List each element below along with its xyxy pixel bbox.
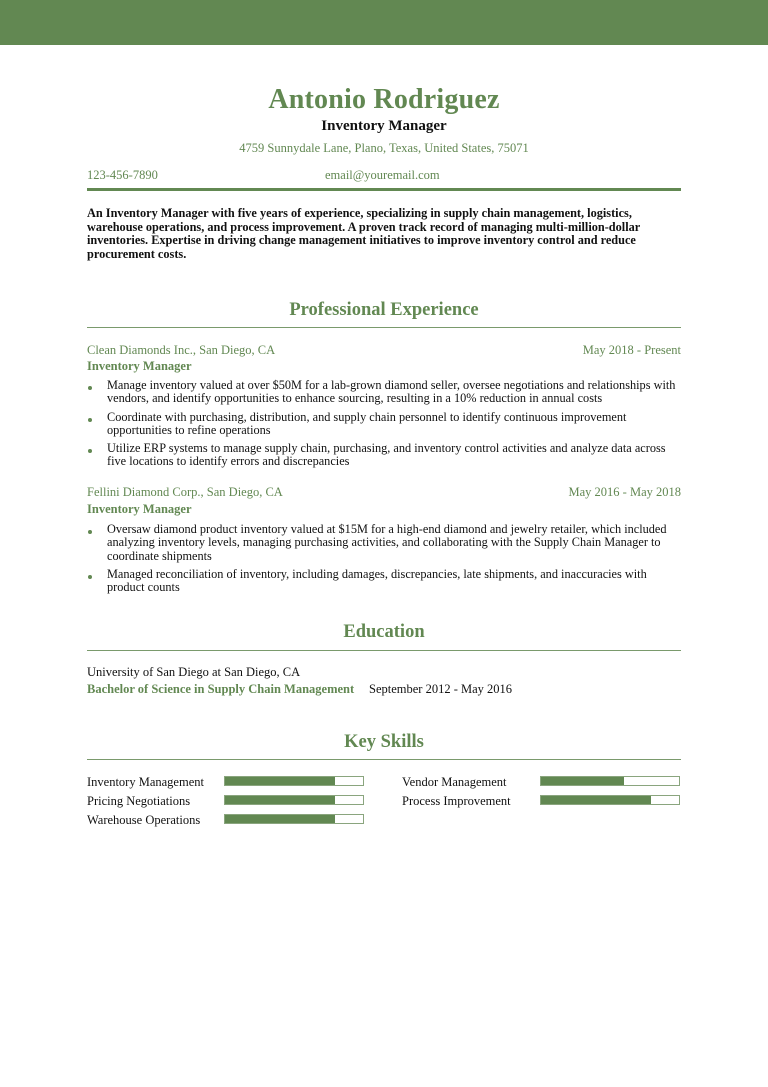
job-bullet-list xyxy=(87,379,681,474)
skill-level-bar xyxy=(540,795,680,805)
skill-label: Warehouse Operations xyxy=(87,813,201,827)
section-divider xyxy=(87,759,681,760)
skill-label: Inventory Management xyxy=(87,775,204,789)
skill-level-fill xyxy=(541,796,651,804)
bullet-icon xyxy=(88,575,92,579)
skill-label: Vendor Management xyxy=(402,775,507,789)
professional-summary: An Inventory Manager with five years of experience, specializing in supply chain management, logistics, warehouse operations, and process improvement. A proven track record of managing multi-million-dollar inventories. Expertise in driving change management initiatives to improve inventory control and reduce procurement costs. xyxy=(87,206,641,261)
candidate-address: 4759 Sunnydale Lane, Plano, Texas, United States, 75071 xyxy=(239,141,529,155)
bullet-icon xyxy=(88,418,92,422)
list-item: Manage inventory valued at over $50M for a lab-grown diamond seller, oversee negotiations and relationships with vendors, and identify opportunities to enhance sourcing, resulting in a 10% reduction in annual costs xyxy=(87,379,681,406)
skill-level-fill xyxy=(541,777,624,785)
skill-level-fill xyxy=(225,777,335,785)
skill-label: Process Improvement xyxy=(402,794,511,808)
skill-level-bar xyxy=(540,776,680,786)
skill-level-bar xyxy=(224,795,364,805)
section-title-education: Education xyxy=(343,622,425,642)
education-school: University of San Diego at San Diego, CA xyxy=(87,665,301,679)
list-item: Oversaw diamond product inventory valued at $15M for a high-end diamond and jewelry retailer, which included analyzing inventory levels, managing purchasing activities, and collaborating with the Supply Chain Manager to coordinate shipments xyxy=(87,523,681,563)
bullet-icon xyxy=(88,530,92,534)
section-divider xyxy=(87,327,681,328)
header-divider xyxy=(87,188,681,191)
list-item: Utilize ERP systems to manage supply chain, purchasing, and inventory control activities and analyze data across five locations to identify errors and discrepancies xyxy=(87,442,681,469)
section-title-experience: Professional Experience xyxy=(289,300,479,320)
job-role: Inventory Manager xyxy=(87,359,192,373)
skill-level-bar xyxy=(224,776,364,786)
job-company: Clean Diamonds Inc., San Diego, CA xyxy=(87,343,276,357)
candidate-title: Inventory Manager xyxy=(321,118,447,134)
job-company: Fellini Diamond Corp., San Diego, CA xyxy=(87,485,283,499)
job-role: Inventory Manager xyxy=(87,502,192,516)
job-dates: May 2016 - May 2018 xyxy=(568,485,681,499)
job-dates: May 2018 - Present xyxy=(582,343,681,357)
list-item: Managed reconciliation of inventory, including damages, discrepancies, late shipments, and inaccuracies with product counts xyxy=(87,568,681,595)
section-divider xyxy=(87,650,681,651)
education-degree: Bachelor of Science in Supply Chain Management xyxy=(87,682,355,696)
candidate-name: Antonio Rodriguez xyxy=(268,84,500,115)
skill-label: Pricing Negotiations xyxy=(87,794,191,808)
bullet-icon xyxy=(88,386,92,390)
section-title-skills: Key Skills xyxy=(344,732,424,752)
education-dates: September 2012 - May 2016 xyxy=(369,682,513,696)
list-item: Coordinate with purchasing, distribution, and supply chain personnel to identify continuous improvement opportunities to refine operations xyxy=(87,411,681,438)
candidate-phone: 123-456-7890 xyxy=(87,168,158,182)
skill-level-fill xyxy=(225,796,335,804)
job-bullet-list xyxy=(87,523,681,599)
bullet-icon xyxy=(88,449,92,453)
skill-level-fill xyxy=(225,815,335,823)
header-color-band xyxy=(0,0,768,45)
skill-level-bar xyxy=(224,814,364,824)
candidate-email[interactable]: email@youremail.com xyxy=(325,168,440,182)
